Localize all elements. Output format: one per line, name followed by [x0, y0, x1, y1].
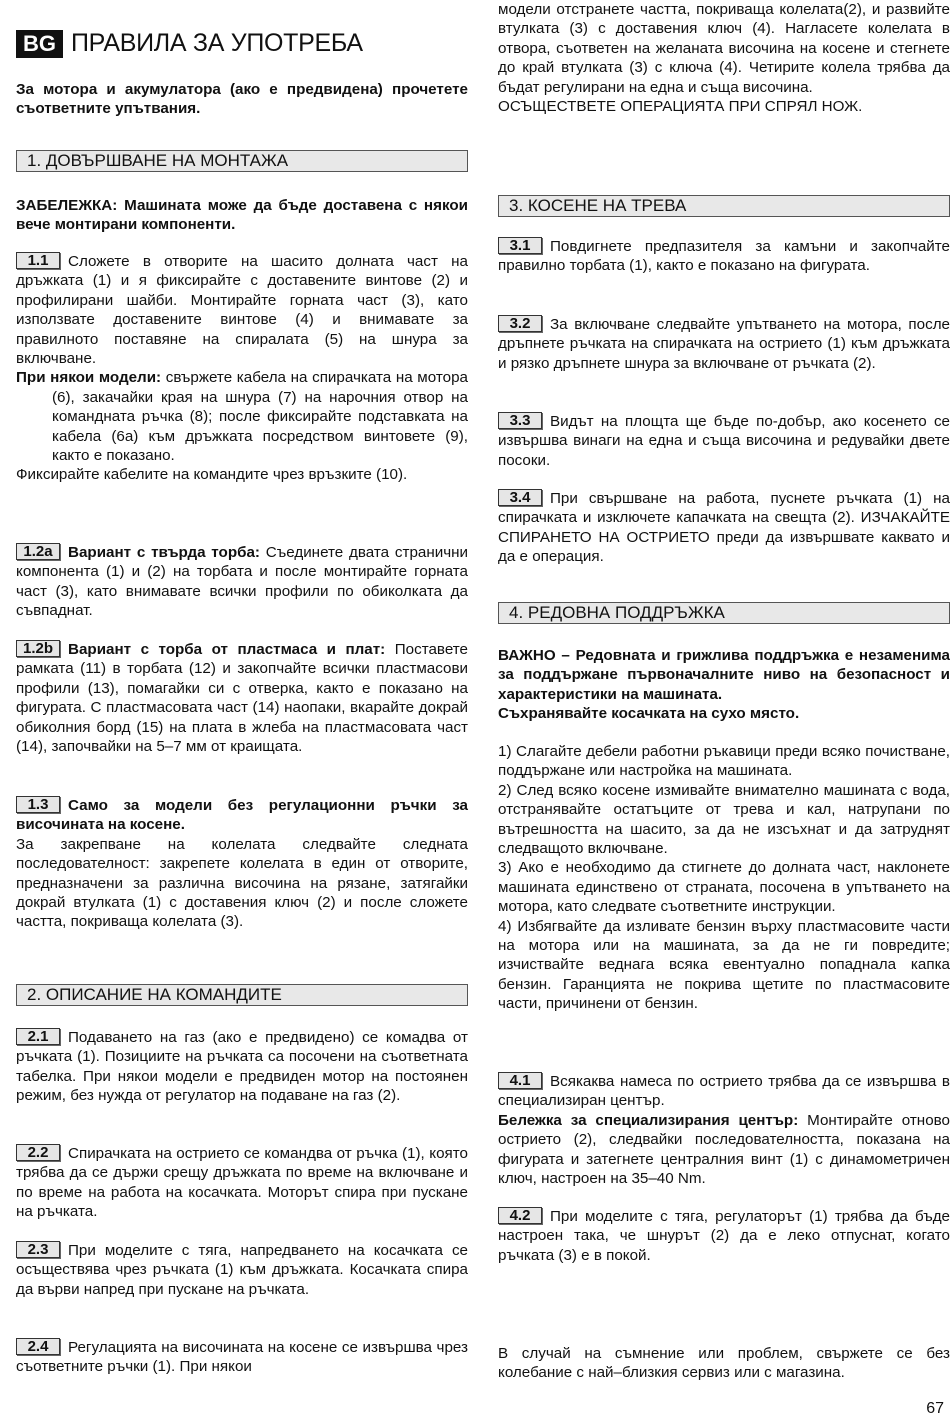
paragraph-2-4 — [16, 1338, 468, 1377]
item-text: Подаването на газ (ако е предвидено) се комадва от ръчката (1). Позициите на ръчката са посочени на съответната табелка. При някои модели е предвиден мотор на постоянен режим, без нужда от регулатор на подаване на газ (2). — [16, 1029, 468, 1105]
item-text: За закрепване на колелата следвайте следната последователност: закрепете колелата в един от отворите, предназначени за различна височина на рязане, затягайки докрай втулката (1) с доставения ключ (2) и после сложете частта, покриваща колелата (3). — [16, 835, 468, 931]
section-heading-3: 3. КОСЕНЕ НА ТРЕВА — [498, 195, 950, 217]
assembly-note: ЗАБЕЛЕЖКА: Машината може да бъде доставена с някои вече монтирани компоненти. — [16, 197, 468, 234]
maintenance-important — [498, 646, 950, 724]
paragraph-2-3 — [16, 1241, 468, 1299]
paragraph-3-2 — [498, 315, 950, 373]
item-number: 1.3 — [16, 796, 60, 813]
paragraph-2-4-continued — [498, 0, 950, 116]
page-header — [16, 30, 468, 58]
item-number: 2.1 — [16, 1028, 60, 1045]
item-number: 2.3 — [16, 1241, 60, 1258]
models-label: При някои модели: — [16, 369, 162, 387]
item-number: 4.1 — [498, 1072, 542, 1089]
section-heading-2: 2. ОПИСАНИЕ НА КОМАНДИТЕ — [16, 984, 468, 1006]
cables-note: Фиксирайте кабелите на командите чрез връзките (10). — [16, 466, 408, 484]
stopped-blade-warning: ОСЪЩЕСТВЕТЕ ОПЕРАЦИЯТА ПРИ СПРЯЛ НОЖ. — [498, 98, 863, 116]
list-item: 1) Слагайте дебели работни ръкавици преди всяко почистване, поддържане или настройка на машината. — [498, 743, 950, 780]
item-text: Поставете рамката (11) в торбата (12) и закопчайте всички пластмасови профили (13), помагайки си с отверка, както е показано на фигурата. С пластмасовата част (14) наопаки, вкарайте докрай обиколния борд (15) на плата в жлеба на пластмасовата част (14), започвайки на 5–7 мм от краищата. — [16, 641, 468, 756]
paragraph-1-2b — [16, 640, 468, 756]
item-text: При свършване на работа, пуснете ръчката (1) на спирачката и изключете капачката на свещта (2). ИЗЧАКАЙТЕ СПИРАНЕТО НА ОСТРИЕТО преди да извършвате каквато и да е операция. — [498, 490, 950, 566]
item-text: При моделите с тяга, напредването на косачката се осъществява чрез ръчката (1) към дръжката. Косачката спира да върви напред при пускане на ръчката. — [16, 1242, 468, 1298]
list-item: 3) Ако е необходимо да стигнете до долната част, наклонете машината единствено от страната, посочена в упътването на мотора, като следвате съответните инструкции. — [498, 859, 950, 916]
item-number: 3.2 — [498, 315, 542, 332]
item-text: Съединете двата странични компонента (1) и (2) на торбата и после монтирайте горната част (3), като внимавате всички профили по обиколката да съвпаднат. — [16, 544, 468, 620]
list-item: 2) След всяко косене измивайте внимателно машината с вода, отстранявайте остатъците от трева и кал, натрупани по вътрешността на шасито, за да не изсъхнат и да затруднят следващото включване. — [498, 781, 950, 858]
maintenance-list — [498, 742, 950, 1014]
language-badge: BG — [16, 30, 63, 58]
paragraph-4-2 — [498, 1207, 950, 1265]
intro-note: За мотора и акумулатора (ако е предвидена) прочетете съответните упътвания. — [16, 81, 468, 118]
important-note: ВАЖНО – Редовната и грижлива поддръжка е незаменима за поддържане първоначалните ниво на безопасност и характеристики на машината. — [498, 647, 950, 703]
list-item: 4) Избягвайте да изливате бензин върху пластмасовите части на мотора или на машината, за да не ги повредите; изчиствайте веднага всяка евентуално попаднала капка бензин. Гаранцията не покрива щетите по пластмасовите части, причинени от бензин. — [498, 917, 950, 1013]
item-bold: Само за модели без регулационни ръчки за височината на косене. — [16, 797, 468, 834]
item-number: 3.4 — [498, 489, 542, 506]
item-bold: Вариант с торба от пластмаса и плат: — [68, 641, 386, 658]
paragraph-1-3 — [16, 796, 468, 932]
item-text-start: Регулацията на височината на косене се извършва чрез съответните ръчки (1). При някои — [16, 1339, 468, 1376]
paragraph-2-1 — [16, 1028, 468, 1106]
page-number: 67 — [926, 1400, 944, 1417]
item-number: 3.3 — [498, 412, 542, 429]
paragraph-1-2a — [16, 543, 468, 621]
paragraph-4-1 — [498, 1072, 950, 1188]
item-text: Видът на площта ще бъде по-добър, ако косенето се извършва винаги на една и съща височина и редувайки двете посоки. — [498, 413, 950, 469]
page-title: ПРАВИЛА ЗА УПОТРЕБА — [71, 29, 363, 58]
section-heading-4: 4. РЕДОВНА ПОДДРЪЖКА — [498, 602, 950, 624]
item-text: Сложете в отворите на шасито долната част на дръжката (1) и я фиксирайте с доставените винтове (2) и профилирани шайби. Монтирайте горната част (3), като използвате доставените винтове (4) и внимавате за правилното поставяне на спиралата (5) на шнура за включване. — [16, 253, 468, 368]
item-text: За включване следвайте упътването на мотора, после дръпнете ръчката на спирачката на острието (1) към дръжката и рязко дръпнете шнура за включване от ръчката (2). — [498, 316, 950, 372]
item-number: 2.4 — [16, 1338, 60, 1355]
help-note: В случай на съмнение или проблем, свържете се без колебание с най–близкия сервиз или с магазина. — [498, 1345, 950, 1382]
service-note-label: Бележка за специализирания център: — [498, 1111, 799, 1129]
item-text: Спирачката на острието се командва от ръчка (1), която трябва да се държи срещу дръжката по време на включване и по време на работа на косачката. Моторът спира при пускане на ръчката. — [16, 1145, 468, 1221]
paragraph-3-1 — [498, 237, 950, 276]
paragraph-1-1 — [16, 252, 468, 485]
item-text: При моделите с тяга, регулаторът (1) трябва да бъде настроен така, че шнурът (2) да е леко отпуснат, когато ръчката (3) е в покой. — [498, 1208, 950, 1264]
paragraph-3-3 — [498, 412, 950, 470]
item-number: 2.2 — [16, 1144, 60, 1161]
item-number: 1.1 — [16, 252, 60, 269]
service-note-text: Монтирайте отново острието (2), следвайки последователността, показана на фигурата и затегнете централния винт (1) с динамометричен ключ, настроен на 35–40 Nm. — [498, 1111, 950, 1188]
item-number: 1.2b — [16, 640, 60, 657]
item-text-continued: модели отстранете частта, покриваща колелата(2), и развийте втулката (3) с доставения ключ (4). Нагласете колелата в отвора, съответен на желаната височина на косене и стегнете до край втулката (3) с ключа (4). Четирите колела трябва да бъдат регулирани на една и съща височина. — [498, 1, 950, 96]
models-text: свържете кабела на спирачката на мотора (6), закачайки края на шнура (7) на нарочния отвор на командната ръчка (8); после фиксирайте подставката на кабела (6а) към дръжката посредством винтовете (9), както е показано. — [52, 369, 468, 465]
section-heading-1: 1. ДОВЪРШВАНЕ НА МОНТАЖА — [16, 150, 468, 172]
paragraph-2-2 — [16, 1144, 468, 1222]
item-number: 4.2 — [498, 1207, 542, 1224]
storage-note: Съхранявайте косачката на сухо място. — [498, 705, 800, 723]
item-bold: Вариант с твърда торба: — [68, 544, 260, 561]
paragraph-3-4 — [498, 489, 950, 567]
item-text: Всякаква намеса по острието трябва да се извършва в специализиран център. — [498, 1073, 950, 1110]
item-number: 3.1 — [498, 237, 542, 254]
item-number: 1.2a — [16, 543, 60, 560]
item-text: Повдигнете предпазителя за камъни и закопчайте правилно торбата (1), както е показано на фигурата. — [498, 238, 950, 275]
